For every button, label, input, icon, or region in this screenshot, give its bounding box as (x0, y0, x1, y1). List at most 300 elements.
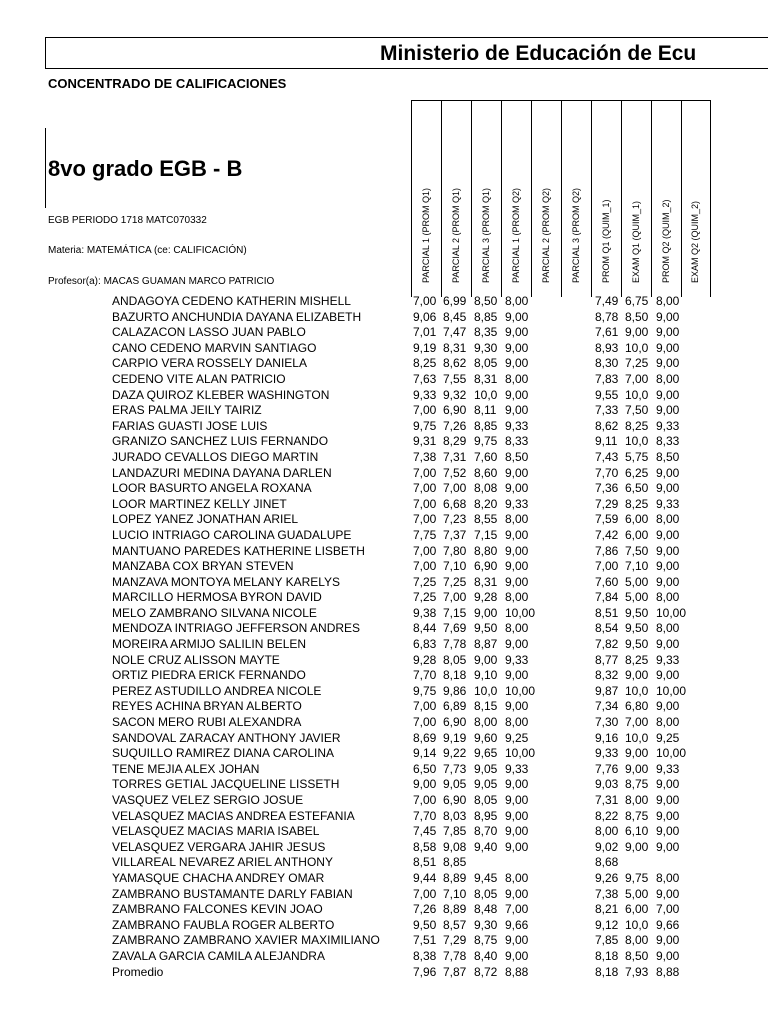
grade-cell: 8,00 (505, 621, 529, 636)
grade-cell: 10,0 (625, 434, 649, 449)
grade-cell: 9,05 (474, 777, 498, 792)
grade-cell: 7,93 (625, 964, 649, 979)
student-name: LANDAZURI MEDINA DAYANA DARLEN (112, 465, 332, 480)
grade-cell: 9,33 (595, 746, 619, 761)
grade-cell: 8,15 (474, 699, 498, 714)
table-row (0, 855, 768, 871)
column-header (531, 101, 561, 297)
grade-cell: 9,00 (656, 559, 680, 574)
grade-cell: 8,50 (625, 948, 649, 963)
grade-cell: 6,10 (625, 824, 649, 839)
student-name: TENE MEJIA ALEX JOHAN (112, 761, 260, 776)
grade-cell: 9,00 (656, 948, 680, 963)
grade-cell: 9,33 (505, 761, 529, 776)
grade-cell: 8,54 (595, 621, 619, 636)
student-name: ZAVALA GARCIA CAMILA ALEJANDRA (112, 948, 325, 963)
grade-cell: 7,00 (413, 465, 437, 480)
grade-cell: 10,0 (625, 917, 649, 932)
grade-cell: 8,85 (443, 855, 467, 870)
grade-cell: 7,29 (595, 496, 619, 511)
grade-cell: 9,11 (595, 434, 618, 449)
grade-cell: 8,33 (505, 434, 529, 449)
grade-cell: 7,00 (625, 715, 649, 730)
grade-cell: 8,77 (595, 652, 619, 667)
grade-cell: 8,75 (625, 777, 649, 792)
grade-cell: 9,16 (595, 730, 619, 745)
column-header-label: PARCIAL 1 (PROM Q1) (420, 187, 431, 283)
grade-cell: 7,00 (413, 559, 437, 574)
grade-cell: 10,0 (625, 683, 649, 698)
grade-cell: 8,00 (656, 590, 680, 605)
grade-cell: 9,00 (656, 668, 680, 683)
grade-cell: 9,00 (656, 356, 680, 371)
grade-cell: 8,00 (656, 371, 680, 386)
student-name: CARPIO VERA ROSSELY DANIELA (112, 356, 307, 371)
grade-cell: 8,25 (625, 652, 649, 667)
grade-cell: 7,00 (443, 590, 467, 605)
student-name: SUQUILLO RAMIREZ DIANA CAROLINA (112, 746, 335, 761)
grade-cell: 7,00 (413, 543, 437, 558)
grade-cell: 7,00 (413, 403, 437, 418)
grade-cell: 9,00 (656, 527, 680, 542)
grade-cell: 7,63 (413, 371, 437, 386)
grade-cell: 8,88 (505, 964, 529, 979)
grade-cell: 8,25 (625, 418, 649, 433)
table-row (0, 731, 768, 747)
grade-cell: 6,99 (443, 294, 467, 308)
grade-cell: 9,00 (505, 340, 529, 355)
grade-cell: 6,75 (625, 294, 649, 308)
grade-cell: 7,25 (443, 574, 467, 589)
student-name: VILLAREAL NEVAREZ ARIEL ANTHONY (112, 855, 333, 870)
grade-cell: 7,61 (595, 325, 619, 340)
grade-cell: 7,00 (413, 481, 437, 496)
table-row (0, 590, 768, 606)
grade-cell: 7,15 (443, 605, 467, 620)
student-name: ORTIZ PIEDRA ERICK FERNANDO (112, 668, 306, 683)
grade-cell: 7,87 (443, 964, 467, 979)
grade-cell: 9,00 (505, 527, 529, 542)
grade-cell: 8,05 (474, 886, 498, 901)
grade-cell: 10,00 (656, 605, 687, 620)
grade-cell: 8,87 (474, 637, 498, 652)
grade-cell: 8,25 (413, 356, 437, 371)
table-row (0, 403, 768, 419)
student-name: MENDOZA INTRIAGO JEFFERSON ANDRES (112, 621, 361, 636)
grade-cell: 9,00 (505, 574, 529, 589)
grade-cell: 8,00 (505, 512, 529, 527)
table-row (0, 949, 768, 965)
grade-cell: 10,0 (625, 730, 649, 745)
grade-cell: 9,26 (595, 870, 619, 885)
student-name: SANDOVAL ZARACAY ANTHONY JAVIER (112, 730, 341, 745)
grade-cell: 8,03 (443, 808, 467, 823)
grade-cell: 9,00 (656, 808, 680, 823)
grade-cell: 7,82 (595, 637, 619, 652)
grade-cell: 5,00 (625, 886, 649, 901)
grade-cell: 9,33 (413, 387, 437, 402)
grade-cell: 9,00 (505, 403, 529, 418)
grade-cell: 7,60 (595, 574, 619, 589)
student-name: CEDENO VITE ALAN PATRICIO (112, 371, 286, 386)
grade-cell: 8,05 (443, 652, 467, 667)
table-row (0, 310, 768, 326)
grade-cell: 6,25 (625, 465, 649, 480)
column-header (561, 101, 591, 297)
table-row (0, 699, 768, 715)
grade-cell: 7,26 (413, 902, 437, 917)
grade-cell: 8,11 (474, 403, 497, 418)
table-row (0, 809, 768, 825)
student-name: CANO CEDENO MARVIN SANTIAGO (112, 340, 317, 355)
grade-cell: 8,68 (595, 855, 619, 870)
grade-cell: 10,00 (505, 746, 536, 761)
student-name: DAZA QUIROZ KLEBER WASHINGTON (112, 387, 330, 402)
grade-cell: 9,00 (505, 699, 529, 714)
table-row (0, 372, 768, 388)
grade-cell: 7,70 (413, 668, 437, 683)
grade-cell: 8,25 (625, 496, 649, 511)
column-header (621, 101, 651, 297)
grade-cell: 9,00 (505, 309, 529, 324)
grade-cell: 5,75 (625, 449, 649, 464)
column-header (591, 101, 621, 297)
grade-cell: 9,86 (443, 683, 467, 698)
grade-cell: 10,00 (656, 683, 687, 698)
grade-cell: 7,34 (595, 699, 619, 714)
grade-cell: 9,25 (656, 730, 680, 745)
grade-cell: 8,08 (474, 481, 498, 496)
student-name: REYES ACHINA BRYAN ALBERTO (112, 699, 302, 714)
grade-cell: 7,25 (413, 590, 437, 605)
table-row (0, 637, 768, 653)
grade-cell: 10,0 (625, 387, 649, 402)
grade-cell: 7,70 (595, 465, 619, 480)
grade-cell: 8,58 (413, 839, 437, 854)
grade-cell: 9,28 (413, 652, 437, 667)
teacher-label: Profesor(a): MACAS GUAMAN MARCO PATRICIO (48, 276, 275, 287)
grade-cell: 9,00 (656, 574, 680, 589)
table-row (0, 356, 768, 372)
grade-cell: 7,52 (443, 465, 467, 480)
column-header-label: PARCIAL 2 (PROM Q2) (540, 187, 551, 283)
grade-cell: 10,0 (474, 683, 498, 698)
grade-cell: 7,59 (595, 512, 619, 527)
grade-cell: 8,85 (474, 309, 498, 324)
grade-cell: 8,32 (595, 668, 619, 683)
grade-cell: 8,00 (656, 870, 680, 885)
grade-cell: 9,00 (656, 465, 680, 480)
grade-cell: 9,00 (656, 403, 680, 418)
table-row (0, 653, 768, 669)
grade-cell: 9,55 (595, 387, 619, 402)
grade-cell: 7,33 (595, 403, 619, 418)
grade-cell: 7,31 (443, 449, 467, 464)
grade-cell: 8,31 (474, 574, 498, 589)
table-row (0, 419, 768, 435)
grade-cell: 9,50 (413, 917, 437, 932)
table-row (0, 434, 768, 450)
report-subtitle: CONCENTRADO DE CALIFICACIONES (48, 76, 287, 91)
grade-cell: 9,33 (656, 761, 680, 776)
grade-cell: 9,00 (656, 793, 680, 807)
grade-cell: 7,25 (413, 574, 437, 589)
grade-cell: 9,00 (505, 325, 529, 340)
table-row (0, 466, 768, 482)
column-header-label: EXAM Q2 (QUIM_2) (690, 200, 700, 283)
grade-cell: 7,85 (443, 824, 467, 839)
grade-cell: 8,75 (474, 933, 498, 948)
table-row (0, 481, 768, 497)
grade-cell: 8,85 (474, 418, 498, 433)
grade-cell: 7,50 (625, 403, 649, 418)
title-box (45, 37, 768, 69)
grade-cell: 8,00 (625, 933, 649, 948)
grade-cell: 9,00 (505, 465, 529, 480)
grade-cell: 9,00 (625, 839, 649, 854)
table-row (0, 746, 768, 762)
table-row (0, 606, 768, 622)
grade-cell: 7,00 (413, 512, 437, 527)
grade-cell: 7,23 (443, 512, 467, 527)
grade-cell: 7,00 (656, 902, 680, 917)
grade-cell: 9,50 (625, 605, 649, 620)
grade-cell: 9,00 (505, 824, 529, 839)
grade-cell: 9,45 (474, 870, 498, 885)
period-code: EGB PERIODO 1718 MATC070332 (48, 215, 207, 226)
grade-cell: 9,75 (625, 870, 649, 885)
student-name: LOOR MARTINEZ KELLY JINET (112, 496, 287, 511)
column-headers (411, 100, 711, 297)
grade-cell: 9,87 (595, 683, 619, 698)
grade-cell: 10,00 (656, 746, 687, 761)
grade-cell: 8,50 (474, 294, 498, 308)
student-name: MANZABA COX BRYAN STEVEN (112, 559, 294, 574)
grade-cell: 9,00 (505, 387, 529, 402)
grade-cell: 7,84 (595, 590, 619, 605)
table-row (0, 294, 768, 310)
grade-cell: 8,72 (474, 964, 498, 979)
grade-cell: 7,83 (595, 371, 619, 386)
grade-cell: 9,00 (505, 933, 529, 948)
grade-cell: 7,25 (625, 356, 649, 371)
grade-cell: 7,75 (413, 527, 437, 542)
column-header-label: PROM Q1 (QUIM_1) (600, 199, 611, 283)
grade-cell: 9,00 (656, 933, 680, 948)
grade-cell: 8,20 (474, 496, 498, 511)
table-row (0, 325, 768, 341)
column-header-label: PARCIAL 3 (PROM Q2) (570, 187, 581, 283)
grade-cell: 6,80 (625, 699, 649, 714)
grade-cell: 8,50 (625, 309, 649, 324)
table-row (0, 918, 768, 934)
table-row (0, 528, 768, 544)
grade-cell: 9,00 (656, 637, 680, 652)
grade-cell: 9,00 (656, 481, 680, 496)
student-name: TORRES GETIAL JACQUELINE LISSETH (112, 777, 340, 792)
grade-cell: 9,00 (656, 699, 680, 714)
table-row (0, 871, 768, 887)
grade-cell: 9,33 (505, 418, 529, 433)
grade-cell: 8,00 (505, 590, 529, 605)
grade-cell: 8,21 (595, 902, 619, 917)
grade-cell: 10,0 (625, 340, 649, 355)
grade-cell: 8,00 (656, 294, 680, 308)
grade-cell: 9,66 (505, 917, 529, 932)
grades-table (0, 294, 768, 980)
grade-cell: 7,10 (443, 886, 467, 901)
table-row (0, 388, 768, 404)
grade-cell: 9,25 (505, 730, 529, 745)
grade-cell: 9,50 (474, 621, 498, 636)
grade-cell: 9,60 (474, 730, 498, 745)
student-name: ZAMBRANO FALCONES KEVIN JOAO (112, 902, 323, 917)
grade-cell: 9,14 (413, 746, 437, 761)
grade-cell: 7,73 (443, 761, 467, 776)
grade-cell: 9,30 (474, 917, 498, 932)
student-name: LUCIO INTRIAGO CAROLINA GUADALUPE (112, 527, 352, 542)
student-name: SACON MERO RUBI ALEXANDRA (112, 715, 302, 730)
grade-cell: 8,50 (656, 449, 680, 464)
student-name: VELASQUEZ MACIAS ANDREA ESTEFANIA (112, 808, 355, 823)
grade-cell: 9,31 (413, 434, 437, 449)
student-name: VELASQUEZ VERGARA JAHIR JESUS (112, 839, 326, 854)
grade-cell: 9,75 (474, 434, 498, 449)
grade-cell: 7,55 (443, 371, 467, 386)
grade-cell: 9,00 (656, 777, 680, 792)
grade-cell: 8,75 (625, 808, 649, 823)
grade-cell: 7,00 (595, 559, 619, 574)
student-name: PEREZ ASTUDILLO ANDREA NICOLE (112, 683, 322, 698)
grade-cell: 8,00 (505, 294, 529, 308)
grade-cell: 7,47 (443, 325, 467, 340)
student-name: ZAMBRANO ZAMBRANO XAVIER MAXIMILIANO (112, 933, 380, 948)
grade-cell: 7,69 (443, 621, 467, 636)
student-name: VELASQUEZ MACIAS MARIA ISABEL (112, 824, 320, 839)
column-header (501, 101, 531, 297)
grade-cell: 9,00 (505, 356, 529, 371)
grade-cell: 9,00 (625, 325, 649, 340)
grade-cell: 8,18 (443, 668, 467, 683)
grade-cell: 10,00 (505, 605, 536, 620)
grade-cell: 7,26 (443, 418, 467, 433)
grade-cell: 6,68 (443, 496, 467, 511)
grade-cell: 8,44 (413, 621, 437, 636)
grade-cell: 8,50 (505, 449, 529, 464)
grade-cell: 8,00 (474, 715, 498, 730)
grade-cell: 8,60 (474, 465, 498, 480)
subject-label: Materia: MATEMÁTICA (ce: CALIFICACIÓN) (48, 245, 247, 256)
grade-cell: 8,31 (474, 371, 498, 386)
grade-cell: 8,00 (625, 793, 649, 807)
grade-cell: 9,00 (505, 808, 529, 823)
grade-cell: 9,33 (505, 496, 529, 511)
grade-cell: 7,36 (595, 481, 619, 496)
table-row (0, 824, 768, 840)
grade-cell: 8,18 (595, 964, 619, 979)
column-header-label: PARCIAL 2 (PROM Q1) (450, 187, 461, 283)
grade-cell: 6,00 (625, 512, 649, 527)
grade-cell: 9,00 (656, 543, 680, 558)
grade-cell: 9,08 (443, 839, 467, 854)
grade-cell: 8,40 (474, 948, 498, 963)
grade-cell: 7,51 (413, 933, 437, 948)
table-row (0, 621, 768, 637)
grade-cell: 8,30 (595, 356, 619, 371)
grade-cell: 9,00 (474, 652, 498, 667)
grade-cell: 6,89 (443, 699, 467, 714)
student-name: MARCILLO HERMOSA BYRON DAVID (112, 590, 322, 605)
grade-cell: 9,00 (413, 777, 437, 792)
grade-cell: 5,00 (625, 590, 649, 605)
table-row (0, 762, 768, 778)
student-name: MANZAVA MONTOYA MELANY KARELYS (112, 574, 341, 589)
grade-cell: 7,30 (595, 715, 619, 730)
grade-cell: 7,96 (413, 964, 437, 979)
column-header (681, 101, 711, 297)
grade-cell: 8,00 (656, 512, 680, 527)
grade-cell: 9,00 (656, 387, 680, 402)
column-header (651, 101, 681, 297)
ministry-title: Ministerio de Educación de Ecu (380, 42, 697, 65)
grade-cell: 7,00 (413, 699, 437, 714)
grade-cell: 8,18 (595, 948, 619, 963)
grade-cell: 8,31 (443, 340, 467, 355)
student-name: MOREIRA ARMIJO SALILIN BELEN (112, 637, 307, 652)
grade-cell: 9,00 (625, 668, 649, 683)
grade-cell: 9,75 (413, 418, 437, 433)
grade-cell: 6,90 (443, 793, 467, 807)
grade-cell: 9,66 (656, 917, 680, 932)
grade-cell: 7,37 (443, 527, 467, 542)
grade-cell: 9,00 (625, 761, 649, 776)
grade-cell: 7,15 (474, 527, 498, 542)
column-header-label: PROM Q2 (QUIM_2) (660, 199, 671, 283)
grade-cell: 7,80 (443, 543, 467, 558)
grade-cell: 8,38 (413, 948, 437, 963)
table-row (0, 933, 768, 949)
grade-cell: 9,00 (505, 777, 529, 792)
grade-cell: 7,38 (595, 886, 619, 901)
grade-cell: 9,00 (656, 886, 680, 901)
table-row (0, 965, 768, 981)
grade-cell: 5,00 (625, 574, 649, 589)
grade-cell: 8,69 (413, 730, 437, 745)
grade-cell: 9,50 (625, 637, 649, 652)
grade-cell: 9,05 (474, 761, 498, 776)
grade-cell: 8,33 (656, 434, 680, 449)
grade-cell: 9,65 (474, 746, 498, 761)
grade-cell: 8,05 (474, 356, 498, 371)
grade-cell: 8,89 (443, 870, 467, 885)
grade-cell: 9,22 (443, 746, 467, 761)
grade-cell: 8,93 (595, 340, 619, 355)
grade-cell: 7,45 (413, 824, 437, 839)
grade-cell: 7,43 (595, 449, 619, 464)
student-name: ZAMBRANO FAUBLA ROGER ALBERTO (112, 917, 335, 932)
column-header (411, 101, 441, 297)
column-header-label: PARCIAL 3 (PROM Q1) (480, 187, 491, 283)
grade-cell: 8,00 (505, 870, 529, 885)
grade-cell: 9,44 (413, 870, 437, 885)
student-name: ANDAGOYA CEDENO KATHERIN MISHELL (112, 294, 351, 308)
grade-cell: 9,00 (505, 886, 529, 901)
grade-cell: 8,55 (474, 512, 498, 527)
grade-cell: 7,78 (443, 637, 467, 652)
grade-cell: 10,0 (474, 387, 498, 402)
grade-cell: 9,00 (505, 637, 529, 652)
table-row (0, 902, 768, 918)
